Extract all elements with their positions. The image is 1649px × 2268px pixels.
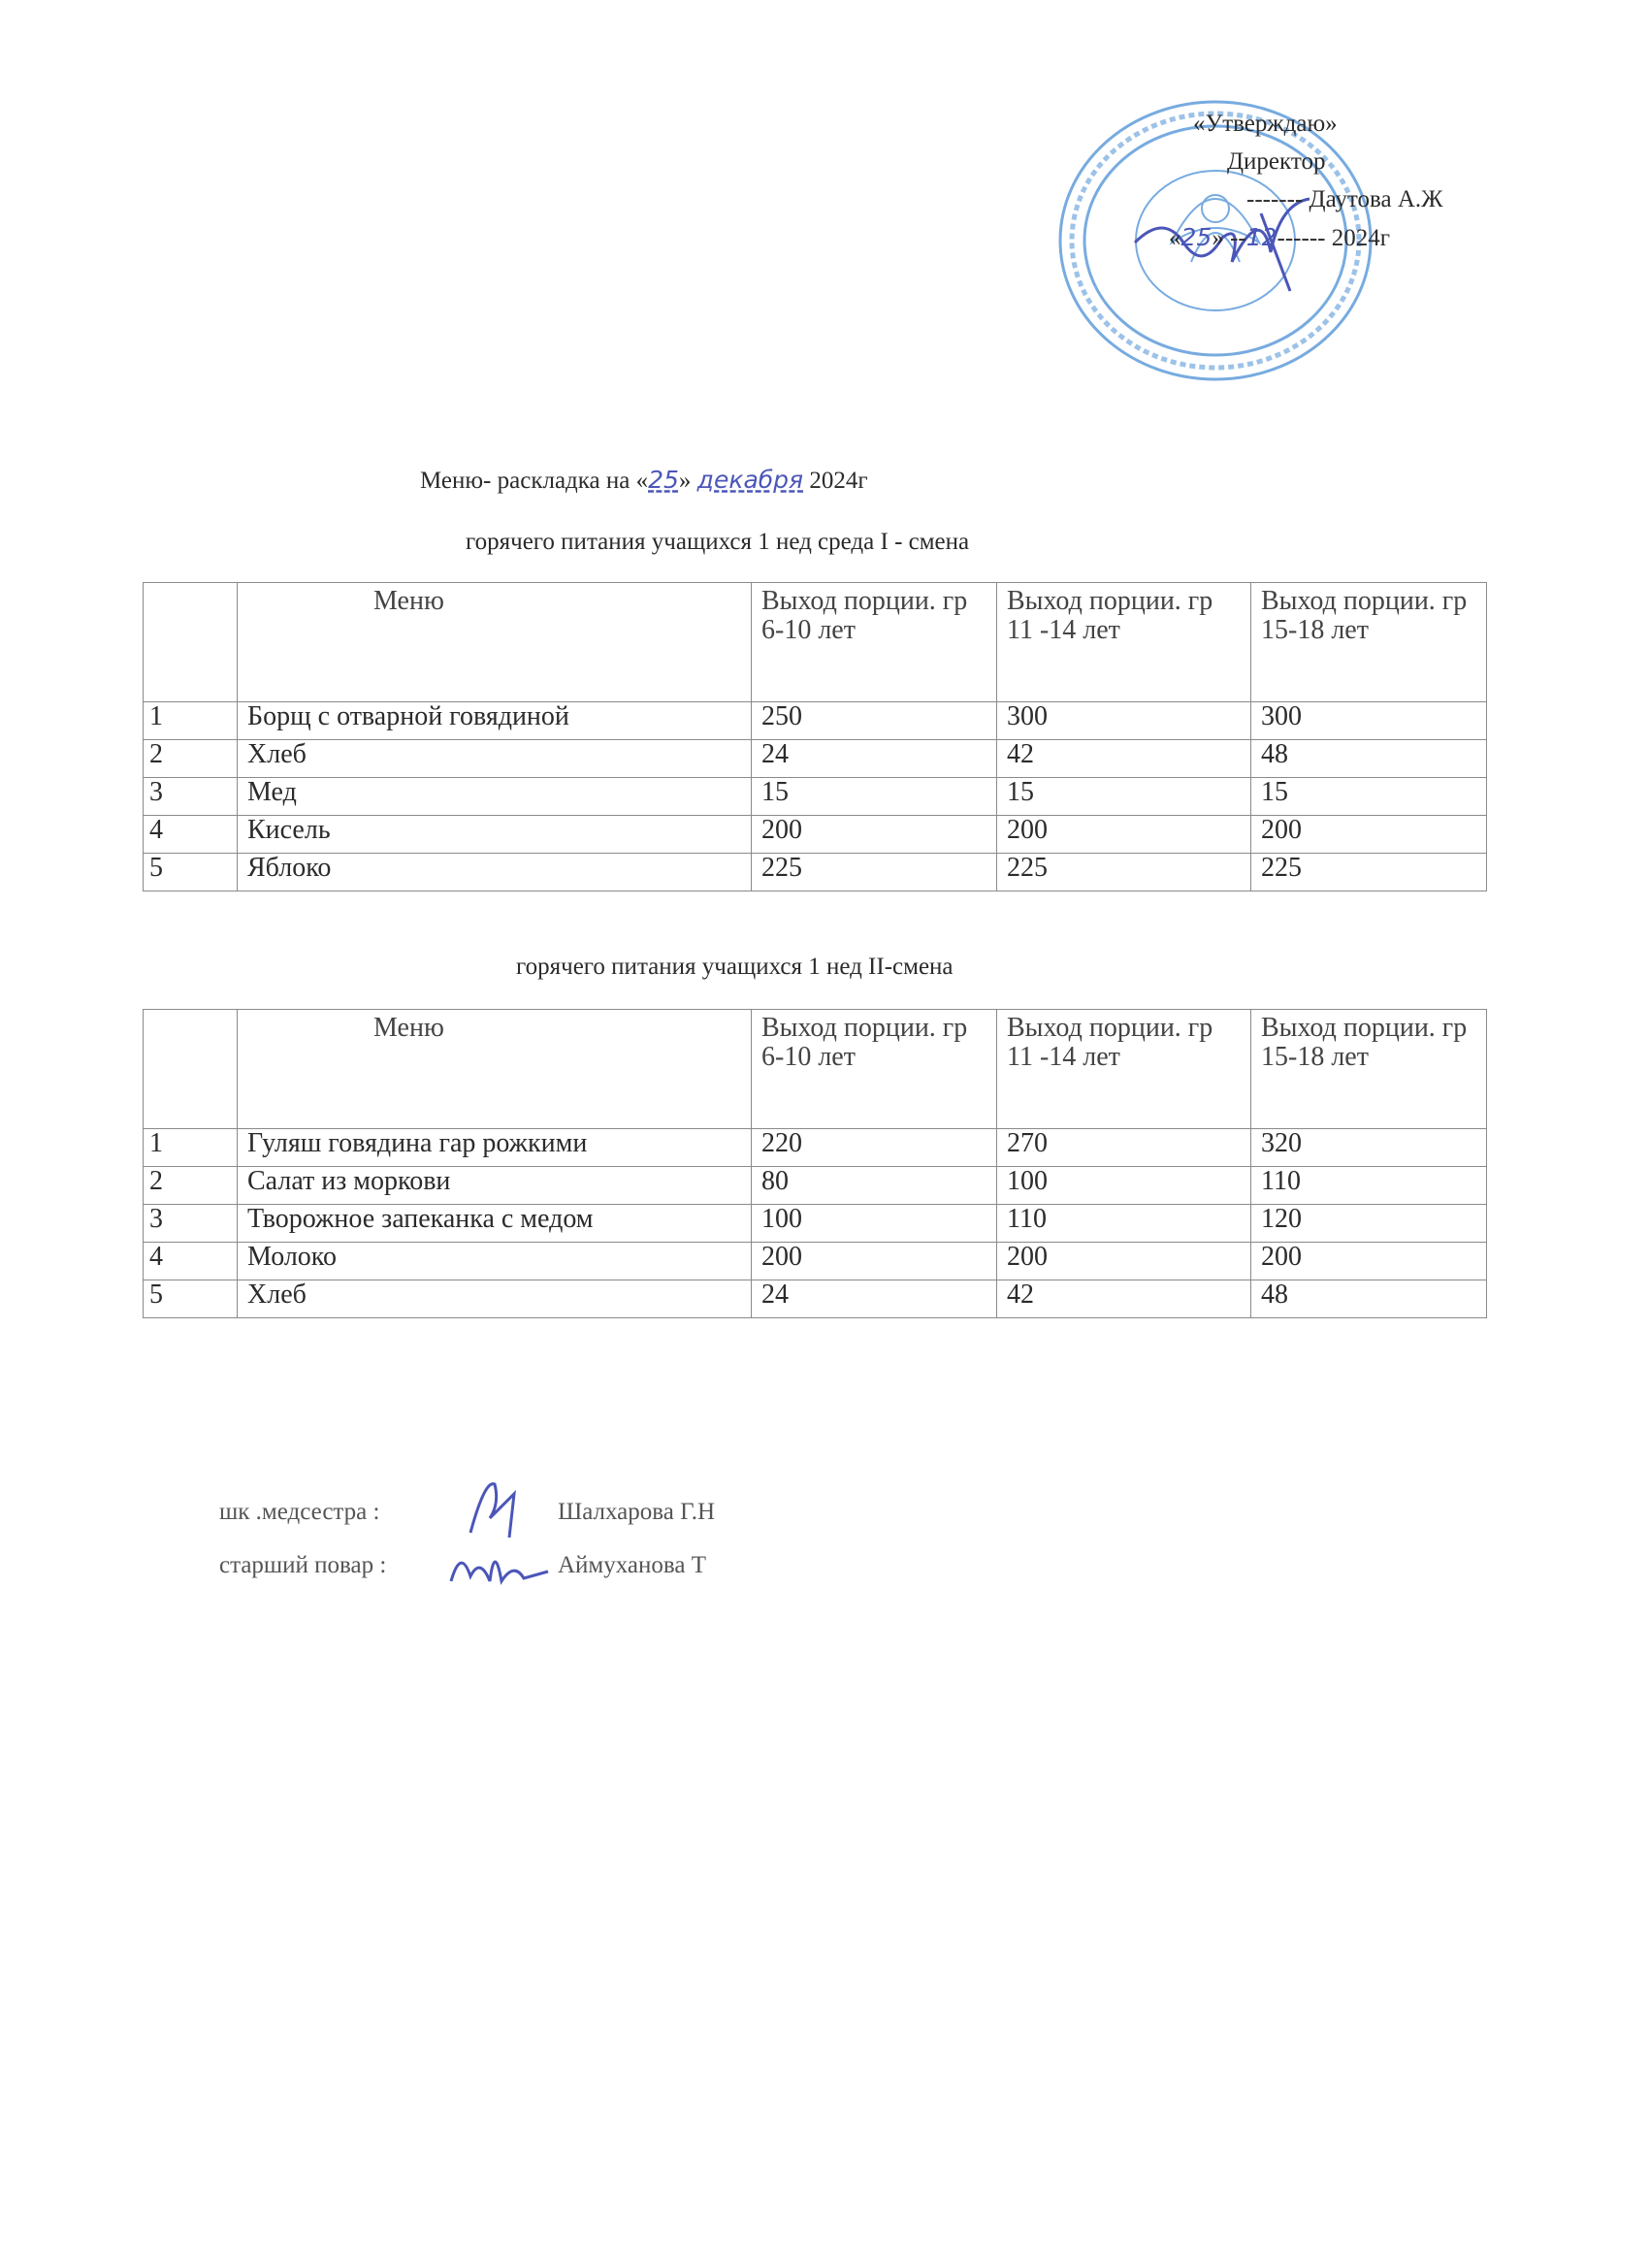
- table-row: [144, 702, 1487, 740]
- col-header-11-14: Выход порции. гр 11 -14 лет: [997, 1010, 1251, 1129]
- row-number: 3: [144, 1205, 238, 1243]
- table-row: [144, 854, 1487, 891]
- portion-11-14: 225: [997, 854, 1251, 891]
- approval-director-name: ------- Даутова А.Ж: [1246, 186, 1443, 212]
- portion-15-18: 200: [1251, 1243, 1487, 1280]
- portion-6-10: 225: [752, 854, 997, 891]
- portion-15-18: 120: [1251, 1205, 1487, 1243]
- col-header-11-14: Выход порции. гр 11 -14 лет: [997, 583, 1251, 702]
- cook-name: Аймуханова Т: [558, 1552, 706, 1578]
- table-row: [144, 778, 1487, 816]
- dish-name: Кисель: [238, 816, 752, 854]
- col-header-15-18: Выход порции. гр 15-18 лет: [1251, 583, 1487, 702]
- portion-11-14: 200: [997, 816, 1251, 854]
- portion-15-18: 225: [1251, 854, 1487, 891]
- row-number: 4: [144, 816, 238, 854]
- approval-date: «25» --12------ 2024г: [1169, 223, 1390, 251]
- dish-name: Хлеб: [238, 1280, 752, 1318]
- row-number: 2: [144, 740, 238, 778]
- page-title: Меню- раскладка на «25» декабря 2024г: [420, 466, 868, 494]
- col-header-menu: Меню: [238, 583, 752, 702]
- approval-title: «Утверждаю»: [1193, 111, 1338, 137]
- portion-6-10: 15: [752, 778, 997, 816]
- dish-name: Творожное запеканка с медом: [238, 1205, 752, 1243]
- portion-15-18: 200: [1251, 816, 1487, 854]
- portion-11-14: 200: [997, 1243, 1251, 1280]
- table-row: [144, 1243, 1487, 1280]
- table-row: [144, 1129, 1487, 1167]
- row-number: 1: [144, 1129, 238, 1167]
- table-row: [144, 1280, 1487, 1318]
- portion-15-18: 48: [1251, 1280, 1487, 1318]
- portion-11-14: 110: [997, 1205, 1251, 1243]
- portion-15-18: 48: [1251, 740, 1487, 778]
- portion-15-18: 300: [1251, 702, 1487, 740]
- row-number: 5: [144, 854, 238, 891]
- portion-6-10: 80: [752, 1167, 997, 1205]
- approval-block: [1116, 105, 1504, 257]
- portion-6-10: 200: [752, 816, 997, 854]
- col-header-15-18: Выход порции. гр 15-18 лет: [1251, 1010, 1487, 1129]
- portion-11-14: 15: [997, 778, 1251, 816]
- nurse-signature: [456, 1474, 534, 1542]
- portion-11-14: 270: [997, 1129, 1251, 1167]
- portion-15-18: 15: [1251, 778, 1487, 816]
- portion-11-14: 42: [997, 1280, 1251, 1318]
- portion-6-10: 24: [752, 740, 997, 778]
- col-header-6-10: Выход порции. гр 6-10 лет: [752, 583, 997, 702]
- title-month: декабря: [696, 466, 804, 494]
- portion-6-10: 200: [752, 1243, 997, 1280]
- col-header-menu: Меню: [238, 1010, 752, 1129]
- portion-15-18: 110: [1251, 1167, 1487, 1205]
- menu-table-shift-1: [143, 582, 1487, 891]
- portion-6-10: 100: [752, 1205, 997, 1243]
- dish-name: Яблоко: [238, 854, 752, 891]
- table-header-row: [144, 1010, 1487, 1129]
- cook-signature: [441, 1538, 558, 1596]
- row-number: 1: [144, 702, 238, 740]
- dish-name: Хлеб: [238, 740, 752, 778]
- col-header-6-10: Выход порции. гр 6-10 лет: [752, 1010, 997, 1129]
- table-row: [144, 1205, 1487, 1243]
- table-row: [144, 1167, 1487, 1205]
- dish-name: Борщ с отварной говядиной: [238, 702, 752, 740]
- row-number: 4: [144, 1243, 238, 1280]
- dish-name: Мед: [238, 778, 752, 816]
- row-number: 3: [144, 778, 238, 816]
- dish-name: Молоко: [238, 1243, 752, 1280]
- portion-6-10: 250: [752, 702, 997, 740]
- portion-11-14: 42: [997, 740, 1251, 778]
- row-number: 5: [144, 1280, 238, 1318]
- row-number: 2: [144, 1167, 238, 1205]
- dish-name: Салат из моркови: [238, 1167, 752, 1205]
- nurse-name: Шалхарова Г.Н: [558, 1499, 716, 1525]
- table-row: [144, 816, 1487, 854]
- portion-11-14: 300: [997, 702, 1251, 740]
- menu-table-shift-2: [143, 1009, 1487, 1318]
- approval-position: Директор: [1227, 148, 1326, 175]
- approval-date-day: 25: [1180, 223, 1212, 251]
- approval-date-month: 12: [1245, 223, 1277, 251]
- portion-6-10: 24: [752, 1280, 997, 1318]
- table-row: [144, 740, 1487, 778]
- portion-15-18: 320: [1251, 1129, 1487, 1167]
- cook-role: старший повар :: [219, 1552, 387, 1578]
- title-day: 25: [648, 466, 679, 494]
- portion-11-14: 100: [997, 1167, 1251, 1205]
- portion-6-10: 220: [752, 1129, 997, 1167]
- subtitle-shift-1: горячего питания учащихся 1 нед среда I - смена: [466, 529, 970, 555]
- nurse-role: шк .медсестра :: [219, 1499, 380, 1525]
- table-header-row: [144, 583, 1487, 702]
- subtitle-shift-2: горячего питания учащихся 1 нед II-смена: [516, 954, 954, 980]
- dish-name: Гуляш говядина гар рожкими: [238, 1129, 752, 1167]
